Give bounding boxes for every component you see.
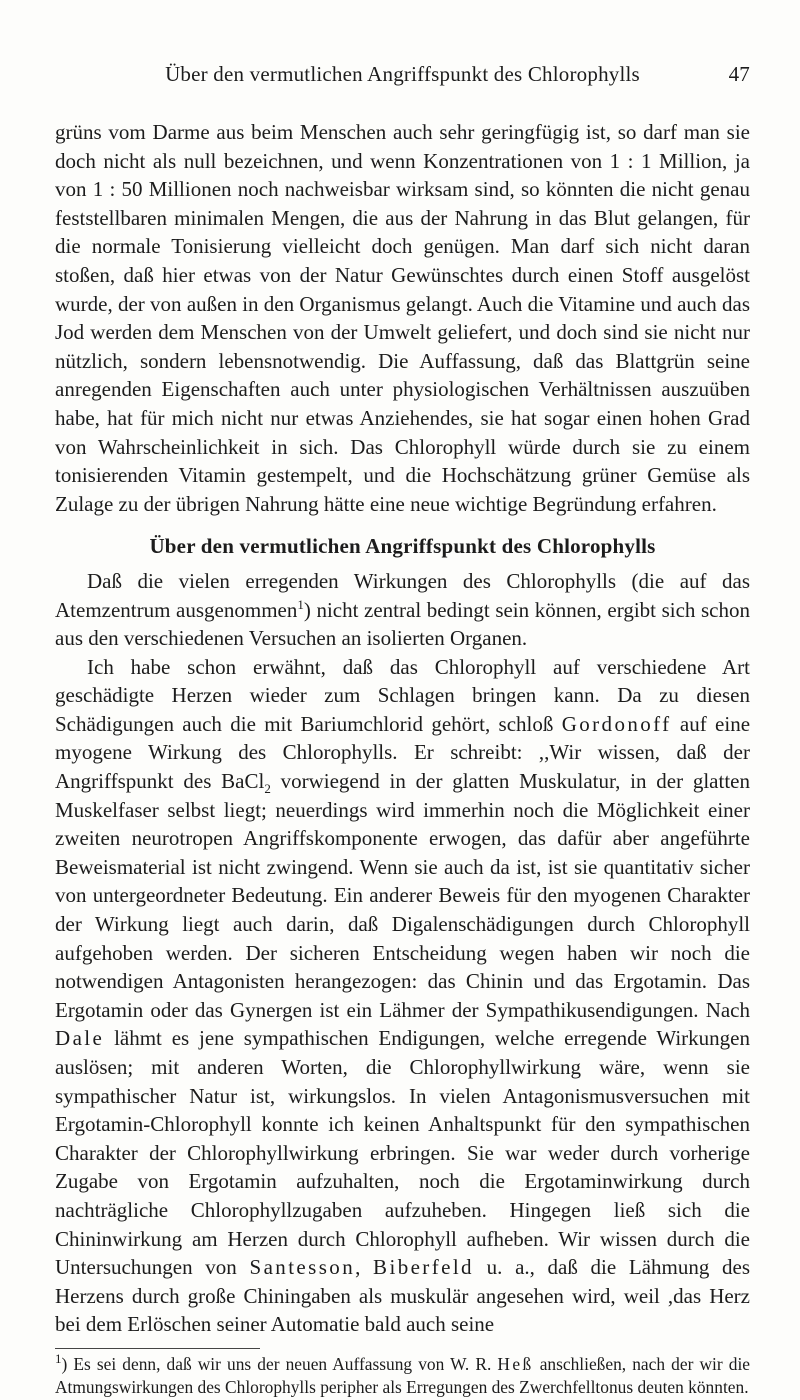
section-title: Über den vermutlichen Angriffspunkt des Chlorophylls	[149, 534, 656, 559]
paragraph-text: auf eine myogene Wirkung des Chlorophylls. Er schreibt: ,,Wir wissen, daß der Angriffspunkt des BaCl	[55, 711, 751, 794]
author-name: Santesson	[249, 1255, 356, 1280]
footnote-divider	[55, 1348, 260, 1349]
subscript: 2	[264, 781, 271, 797]
paragraph-text: vorwiegend in der glatten Muskulatur, in der glatten Muskelfaser selbst liegt; neuerdings wird immerhin noch die Möglichkeit einer zweiten neurotropen Angriffskomponente erwogen, das dafür aber angeführte Beweismaterial ist nicht zwingend. Wenn sie auch da ist, ist sie quantitativ sicher von untergeordneter Bedeutung. Ein anderer Beweis für den myogenen Charakter der Wirkung liegt auch darin, daß Digalenschädigungen durch Chlorophyll aufgehoben werden. Der sicheren Entscheidung wegen haben wir noch die notwendigen Antagonisten herangezogen: das Chinin und das Ergotamin. Das Ergotamin oder das Gynergen ist ein Lähmer der Sympathikusendigungen. Nach	[55, 769, 750, 1022]
paragraph-text: ) nicht zentral bedingt sein können, ergibt sich schon aus den verschiedenen Versuchen an isolierten Organen.	[55, 597, 751, 651]
footnote-text: ) Es sei denn, daß wir uns der neuen Auffassung von W. R.	[61, 1353, 492, 1374]
footnote-mark: 1	[55, 1351, 62, 1367]
paragraph-text: Ich habe schon erwähnt, daß das Chlorophyll auf verschiedene Art geschädigte Herzen wieder zum Schlagen bringen kann. Da zu diesen Schädigungen auch die mit Bariumchlorid gehört, schloß	[55, 654, 750, 736]
author-name: Dale	[55, 1026, 105, 1051]
footnote	[55, 1353, 750, 1400]
paragraph-intro	[55, 567, 750, 653]
paragraph-main: Ich habe schon erwähnt, daß das Chlorophyll auf verschiedene Art geschädigte Herzen wieder zum Schlagen bringen kann. Da zu diesen Schädigungen auch die mit Bariumchlorid gehört, schloß Gordonoff auf eine myogene Wirkung des Chlorophylls. Er schreibt: ,,Wir wissen, daß der Angriffspunkt des BaCl$_2$ vorwiegend in der glatten Muskulatur, in der glatten Muskelfaser selbst liegt; neuerdings wird immerhin noch die Möglichkeit einer zweiten neurotropen Angriffskomponente erwogen, das dafür aber angeführte Beweismaterial ist nicht zwingend. Wenn sie auch da ist, ist sie quantitativ sicher von untergeordneter Bedeutung. Ein anderer Beweis für den myogenen Charakter der Wirkung liegt auch darin, daß Digalenschädigungen durch Chlorophyll aufgehoben werden. Der sicheren Entscheidung wegen haben wir noch die notwendigen Antagonisten herangezogen: das Chinin und das Ergotamin. Das Ergotamin oder das Gynergen ist ein Lähmer der Sympathikusendigungen. Nach Dale lähmt es jene sympathischen Endigungen, welche erregende Wirkungen auslösen; mit anderen Worten, die Chlorophyllwirkung wäre, wenn sie sympathischer Natur ist, wirkungslos. In vielen Antagonismusversuchen mit Ergotamin-Chlorophyll konnte ich keinen Anhaltspunkt für den sympathischen Charakter der Chlorophyllwirkung erbringen. Sie war weder durch vorherige Zugabe von Ergotamin aufzuhalten, noch die Ergotaminwirkung durch nachträgliche Chlorophyllzugaben aufzuheben. Hingegen ließ sich die Chininwirkung am Herzen durch Chlorophyll aufheben. Wir wissen durch die Untersuchungen von Santesson, Biberfeld u. a., daß die Lähmung des Herzens durch große Chiningaben als muskulär angesehen wird, weil ,das Herz bei dem Erlöschen seiner Automatie bald auch seine	[55, 654, 751, 1337]
paragraph-continuation: grüns vom Darme aus beim Menschen auch sehr geringfügig ist, so darf man sie doch nicht als null bezeichnen, und wenn Konzentrationen von 1 : 1 Million, ja von 1 : 50 Millionen noch nachweisbar wirksam sind, so könnten die nicht genau feststellbaren minimalen Mengen, die aus der Nahrung in das Blut gelangen, für die normale Tonisierung vielleicht doch genügen. Man darf sich nicht daran stoßen, daß hier etwas von der Natur Gewünschtes durch einen Stoff ausgelöst wurde, der von außen in den Organismus gelangt. Auch die Vitamine und auch das Jod werden dem Menschen von der Umwelt geliefert, und doch sind sie nicht nur nützlich, sondern lebensnotwendig. Die Auffassung, daß das Blattgrün seine anregenden Eigenschaften auch unter physiologischen Verhältnissen auszuüben habe, hat für mich nicht nur etwas Anziehendes, sie hat sogar einen hohen Grad von Wahrscheinlichkeit in sich. Das Chlorophyll würde durch sie zu einem tonisierenden Vitamin gestempelt, und die Hochschätzung grüner Gemüse als Zulage zu der übrigen Nahrung hätte eine neue wichtige Begründung erfahren.	[55, 120, 750, 516]
paragraph-text: u. a., daß die Lähmung des Herzens durch große Chiningaben als muskulär angesehen wird, weil ,das Herz bei dem Erlöschen seiner Automatie bald auch seine	[55, 1255, 751, 1337]
author-name: Heß	[497, 1353, 534, 1374]
author-name: Biberfeld	[373, 1255, 474, 1280]
author-name: Gordonoff	[561, 711, 672, 736]
footnote-reference: 1	[297, 596, 304, 612]
paragraph-text: lähmt es jene sympathischen Endigungen, welche erregende Wirkungen auslösen; mit anderen Worten, die Chlorophyllwirkung wäre, wenn sie sympathischer Natur ist, wirkungslos. In vielen Antagonismusversuchen mit Ergotamin-Chlorophyll konnte ich keinen Anhaltspunkt für den sympathischen Charakter der Chlorophyllwirkung erbringen. Sie war weder durch vorherige Zugabe von Ergotamin aufzuhalten, noch die Ergotaminwirkung durch nachträgliche Chlorophyllzugaben aufzuheben. Hingegen ließ sich die Chininwirkung am Herzen durch Chlorophyll aufheben. Wir wissen durch die Untersuchungen von	[55, 1026, 750, 1280]
page-number: 47	[728, 62, 750, 86]
footnote-text: anschließen, nach der wir die Atmungswirkungen des Chlorophylls peripher als Erregungen des Zwerchfelltonus deuten könnten.	[55, 1353, 750, 1398]
paragraph-text: Daß die vielen erregenden Wirkungen des Chlorophylls (die auf das Atemzentrum ausgenommen	[55, 568, 750, 622]
running-title: Über den vermutlichen Angriffspunkt des Chlorophylls	[165, 62, 640, 86]
running-header	[55, 62, 750, 92]
